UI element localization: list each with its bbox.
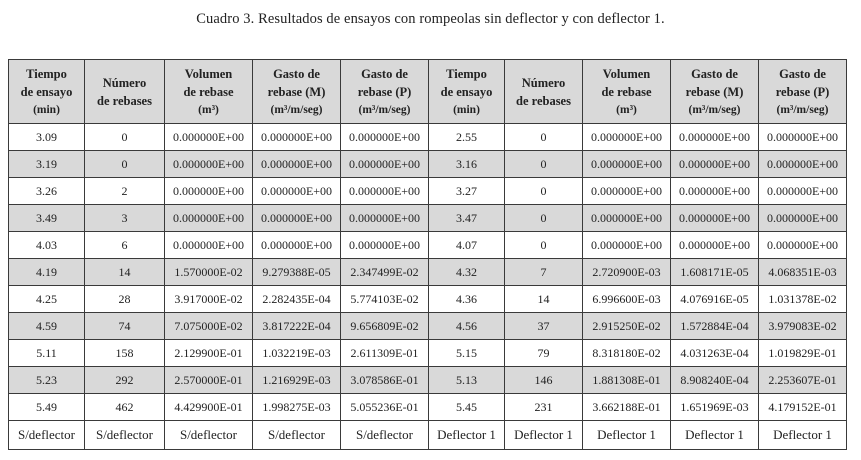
header-line: rebase (M) xyxy=(685,84,744,99)
table-cell: 4.429900E-01 xyxy=(165,394,253,421)
header-line: Volumen xyxy=(602,66,651,81)
table-cell: 0.000000E+00 xyxy=(253,205,341,232)
table-cell: 0.000000E+00 xyxy=(253,124,341,151)
header-line: rebase (P) xyxy=(357,84,412,99)
header-line: de rebases xyxy=(97,93,152,108)
table-cell: 0.000000E+00 xyxy=(341,205,429,232)
table-cell: 2.570000E-01 xyxy=(165,367,253,394)
footer-cell: S/deflector xyxy=(341,421,429,450)
table-row xyxy=(9,205,847,232)
header-unit: (m³/m/seg) xyxy=(688,103,741,116)
footer-cell: Deflector 1 xyxy=(671,421,759,450)
table-cell: 2.611309E-01 xyxy=(341,340,429,367)
footer-cell: Deflector 1 xyxy=(583,421,671,450)
table-cell: 8.908240E-04 xyxy=(671,367,759,394)
table-cell: 0.000000E+00 xyxy=(341,232,429,259)
results-table xyxy=(8,59,847,450)
header-line: de ensayo xyxy=(20,84,73,99)
header-line: Número xyxy=(521,75,566,90)
header-volumen-sin-deflector xyxy=(165,60,253,124)
table-cell: 3.662188E-01 xyxy=(583,394,671,421)
table-cell: 1.998275E-03 xyxy=(253,394,341,421)
footer-cell: Deflector 1 xyxy=(429,421,505,450)
header-line: rebase (P) xyxy=(775,84,830,99)
header-numero-sin-deflector xyxy=(85,60,165,124)
header-tiempo-sin-deflector xyxy=(9,60,85,124)
table-cell: 0.000000E+00 xyxy=(583,232,671,259)
table-cell: 0.000000E+00 xyxy=(341,178,429,205)
table-cell: 7 xyxy=(505,259,583,286)
table-cell: 0.000000E+00 xyxy=(253,232,341,259)
table-cell: 0.000000E+00 xyxy=(671,151,759,178)
header-gasto-m-sin-deflector xyxy=(253,60,341,124)
table-cell: 3.19 xyxy=(9,151,85,178)
table-cell: 1.572884E-04 xyxy=(671,313,759,340)
header-unit: (min) xyxy=(33,103,60,116)
table-cell: 0.000000E+00 xyxy=(671,124,759,151)
header-line: Volumen xyxy=(184,66,233,81)
table-row xyxy=(9,286,847,313)
header-line: de rebases xyxy=(516,93,571,108)
table-cell: 4.19 xyxy=(9,259,85,286)
footer-cell: Deflector 1 xyxy=(505,421,583,450)
table-cell: 231 xyxy=(505,394,583,421)
table-cell: 6.996600E-03 xyxy=(583,286,671,313)
table-cell: 5.055236E-01 xyxy=(341,394,429,421)
table-cell: 9.279388E-05 xyxy=(253,259,341,286)
header-gasto-p-deflector-1 xyxy=(759,60,847,124)
header-numero-deflector-1 xyxy=(505,60,583,124)
header-gasto-m-deflector-1 xyxy=(671,60,759,124)
table-cell: 5.13 xyxy=(429,367,505,394)
table-cell: 4.59 xyxy=(9,313,85,340)
table-cell: 0 xyxy=(85,124,165,151)
table-cell: 0.000000E+00 xyxy=(759,178,847,205)
table-cell: 3.917000E-02 xyxy=(165,286,253,313)
table-cell: 2.720900E-03 xyxy=(583,259,671,286)
table-row xyxy=(9,367,847,394)
table-cell: 3.49 xyxy=(9,205,85,232)
table-cell: 0 xyxy=(505,205,583,232)
table-cell: 2 xyxy=(85,178,165,205)
table-row xyxy=(9,232,847,259)
table-cell: 0.000000E+00 xyxy=(759,151,847,178)
table-cell: 0.000000E+00 xyxy=(759,232,847,259)
table-cell: 0.000000E+00 xyxy=(253,178,341,205)
table-cell: 3.47 xyxy=(429,205,505,232)
footer-cell: S/deflector xyxy=(165,421,253,450)
table-cell: 2.253607E-01 xyxy=(759,367,847,394)
table-cell: 1.031378E-02 xyxy=(759,286,847,313)
table-cell: 146 xyxy=(505,367,583,394)
header-line: Número xyxy=(102,75,147,90)
table-cell: 0.000000E+00 xyxy=(165,232,253,259)
table-cell: 0.000000E+00 xyxy=(759,124,847,151)
table-cell: 8.318180E-02 xyxy=(583,340,671,367)
table-cell: 0.000000E+00 xyxy=(165,178,253,205)
table-cell: 2.347499E-02 xyxy=(341,259,429,286)
header-volumen-deflector-1 xyxy=(583,60,671,124)
header-unit: (m³/m/seg) xyxy=(776,103,829,116)
table-cell: 6 xyxy=(85,232,165,259)
table-cell: 1.570000E-02 xyxy=(165,259,253,286)
table-body xyxy=(9,124,847,450)
table-row xyxy=(9,178,847,205)
table-cell: 4.07 xyxy=(429,232,505,259)
table-cell: 0.000000E+00 xyxy=(341,151,429,178)
table-cell: 0.000000E+00 xyxy=(583,124,671,151)
table-cell: 3.16 xyxy=(429,151,505,178)
table-cell: 2.282435E-04 xyxy=(253,286,341,313)
table-row xyxy=(9,124,847,151)
table-cell: 1.608171E-05 xyxy=(671,259,759,286)
footer-row xyxy=(9,421,847,450)
table-cell: 5.774103E-02 xyxy=(341,286,429,313)
table-caption: Cuadro 3. Resultados de ensayos con rompeolas sin deflector y con deflector 1. xyxy=(196,11,665,27)
header-unit: (m³/m/seg) xyxy=(270,103,323,116)
table-cell: 7.075000E-02 xyxy=(165,313,253,340)
table-row xyxy=(9,340,847,367)
header-line: de rebase xyxy=(601,84,652,99)
header-line: de rebase xyxy=(183,84,234,99)
table-cell: 0.000000E+00 xyxy=(165,124,253,151)
table-cell: 0.000000E+00 xyxy=(165,205,253,232)
header-line: de ensayo xyxy=(440,84,493,99)
table-cell: 292 xyxy=(85,367,165,394)
footer-cell: Deflector 1 xyxy=(759,421,847,450)
table-cell: 4.25 xyxy=(9,286,85,313)
table-cell: 0.000000E+00 xyxy=(341,124,429,151)
table-cell: 4.03 xyxy=(9,232,85,259)
table-cell: 0.000000E+00 xyxy=(253,151,341,178)
table-cell: 0.000000E+00 xyxy=(671,232,759,259)
table-cell: 74 xyxy=(85,313,165,340)
table-cell: 5.45 xyxy=(429,394,505,421)
table-cell: 5.23 xyxy=(9,367,85,394)
table-cell: 1.032219E-03 xyxy=(253,340,341,367)
table-cell: 0 xyxy=(505,232,583,259)
header-line: rebase (M) xyxy=(267,84,326,99)
table-row xyxy=(9,151,847,178)
table-cell: 4.076916E-05 xyxy=(671,286,759,313)
table-cell: 0 xyxy=(85,151,165,178)
footer-cell: S/deflector xyxy=(85,421,165,450)
header-tiempo-deflector-1 xyxy=(429,60,505,124)
table-cell: 1.216929E-03 xyxy=(253,367,341,394)
table-cell: 2.129900E-01 xyxy=(165,340,253,367)
table-cell: 5.11 xyxy=(9,340,85,367)
table-cell: 4.068351E-03 xyxy=(759,259,847,286)
header-gasto-p-sin-deflector xyxy=(341,60,429,124)
table-cell: 3.078586E-01 xyxy=(341,367,429,394)
table-cell: 0 xyxy=(505,124,583,151)
table-cell: 3.27 xyxy=(429,178,505,205)
table-cell: 2.915250E-02 xyxy=(583,313,671,340)
table-row xyxy=(9,259,847,286)
table-cell: 4.031263E-04 xyxy=(671,340,759,367)
footer-cell: S/deflector xyxy=(9,421,85,450)
table-cell: 3.26 xyxy=(9,178,85,205)
table-cell: 3 xyxy=(85,205,165,232)
table-cell: 9.656809E-02 xyxy=(341,313,429,340)
header-line: Gasto de xyxy=(691,66,738,81)
table-cell: 28 xyxy=(85,286,165,313)
table-cell: 5.49 xyxy=(9,394,85,421)
table-cell: 5.15 xyxy=(429,340,505,367)
table-cell: 2.55 xyxy=(429,124,505,151)
table-cell: 3.817222E-04 xyxy=(253,313,341,340)
table-cell: 0.000000E+00 xyxy=(671,205,759,232)
table-cell: 4.32 xyxy=(429,259,505,286)
table-cell: 4.179152E-01 xyxy=(759,394,847,421)
table-cell: 37 xyxy=(505,313,583,340)
table-row xyxy=(9,313,847,340)
table-cell: 14 xyxy=(505,286,583,313)
header-line: Gasto de xyxy=(361,66,408,81)
table-cell: 0.000000E+00 xyxy=(759,205,847,232)
table-cell: 0.000000E+00 xyxy=(583,178,671,205)
header-unit: (m³/m/seg) xyxy=(358,103,411,116)
header-line: Tiempo xyxy=(26,66,67,81)
table-cell: 1.019829E-01 xyxy=(759,340,847,367)
header-line: Gasto de xyxy=(273,66,320,81)
table-cell: 0.000000E+00 xyxy=(583,205,671,232)
header-unit: (min) xyxy=(453,103,480,116)
table-cell: 4.56 xyxy=(429,313,505,340)
table-cell: 0.000000E+00 xyxy=(165,151,253,178)
header-line: Gasto de xyxy=(779,66,826,81)
table-cell: 158 xyxy=(85,340,165,367)
header-unit: (m³) xyxy=(616,103,637,116)
table-cell: 79 xyxy=(505,340,583,367)
table-cell: 3.979083E-02 xyxy=(759,313,847,340)
table-cell: 1.881308E-01 xyxy=(583,367,671,394)
header-line: Tiempo xyxy=(446,66,487,81)
table-row xyxy=(9,394,847,421)
header-row xyxy=(9,60,847,124)
table-cell: 1.651969E-03 xyxy=(671,394,759,421)
table-cell: 0.000000E+00 xyxy=(671,178,759,205)
table-cell: 0 xyxy=(505,178,583,205)
table-cell: 0 xyxy=(505,151,583,178)
footer-cell: S/deflector xyxy=(253,421,341,450)
table-cell: 0.000000E+00 xyxy=(583,151,671,178)
table-cell: 4.36 xyxy=(429,286,505,313)
table-cell: 462 xyxy=(85,394,165,421)
table-cell: 14 xyxy=(85,259,165,286)
table-cell: 3.09 xyxy=(9,124,85,151)
header-unit: (m³) xyxy=(198,103,219,116)
